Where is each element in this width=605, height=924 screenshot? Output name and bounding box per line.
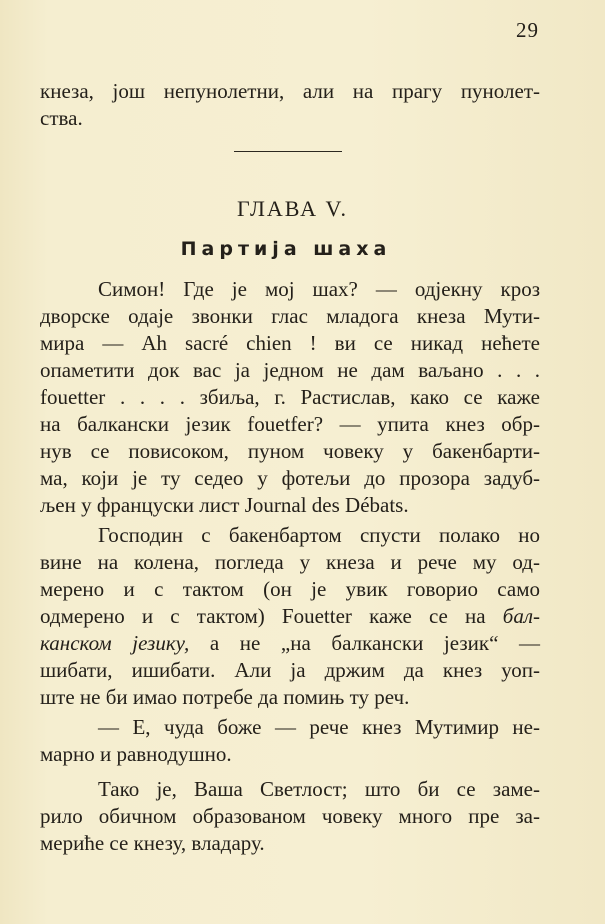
text-line: нув се повисоком, пуном човеку у бакенбарти- (40, 439, 540, 463)
paragraph-2 (40, 522, 540, 711)
text-line (40, 603, 540, 630)
paragraph-1 (40, 276, 540, 519)
italic-text: канском језику, (40, 631, 190, 655)
text-line: мира — Ah sacré chien ! ви се никад нећете (40, 331, 540, 355)
text-line: шибати, ишибати. Али ја држим да кнез уоп- (40, 658, 540, 682)
italic-text: бал- (502, 604, 540, 628)
text-line: марно и равнодушно. (40, 742, 232, 766)
section-divider (234, 151, 342, 152)
text-segment: а не „на балкански језик“ — (209, 631, 541, 655)
text-line: кнеза, још непунолетни, али на прагу пунолет- (40, 79, 540, 103)
paragraph-3 (40, 714, 540, 768)
text-line: опаметити док вас ја једном не дам ваљано . . . (40, 358, 540, 382)
paragraph-4 (40, 776, 540, 857)
text-line: вине на колена, погледа у кнеза и рече му од- (40, 550, 540, 574)
opening-paragraph (40, 78, 540, 132)
text-line (40, 630, 540, 657)
text-segment: одмерено и с тактом) Fouetter каже се на (40, 604, 486, 628)
chapter-title: Партија шаха (180, 238, 392, 260)
text-line: ште не би имао потребе да помињ ту реч. (40, 685, 410, 709)
text-line: на балкански језик fouetfer? — упита кнез обр- (40, 412, 540, 436)
text-line: fouetter . . . . збиља, г. Растислав, како се каже (40, 385, 540, 409)
text-line: — Е, чуда боже — рече кнез Мутимир не- (98, 715, 540, 739)
page-number: 29 (516, 18, 539, 42)
text-line: ства. (40, 106, 83, 130)
text-line: дворске одаје звонки глас младога кнеза Мути- (40, 304, 540, 328)
text-line: ма, који је ту седео у фотељи до прозора задуб- (40, 466, 540, 490)
text-line: Симон! Где је мој шах? — одјекну кроз (98, 277, 540, 301)
text-line: Господин с бакенбартом спусти полако но (98, 523, 540, 547)
text-line: мерено и с тактом (он је увик говорио само (40, 577, 540, 601)
text-line: рило обичном образованом човеку много пре за- (40, 804, 540, 828)
text-line: Тако је, Ваша Светлост; што би се заме- (98, 777, 540, 801)
chapter-heading: ГЛАВА V. (236, 196, 349, 221)
text-line: мериће се кнезу, владару. (40, 831, 265, 855)
text-line: љен у француски лист Journal des Débats. (40, 493, 409, 517)
